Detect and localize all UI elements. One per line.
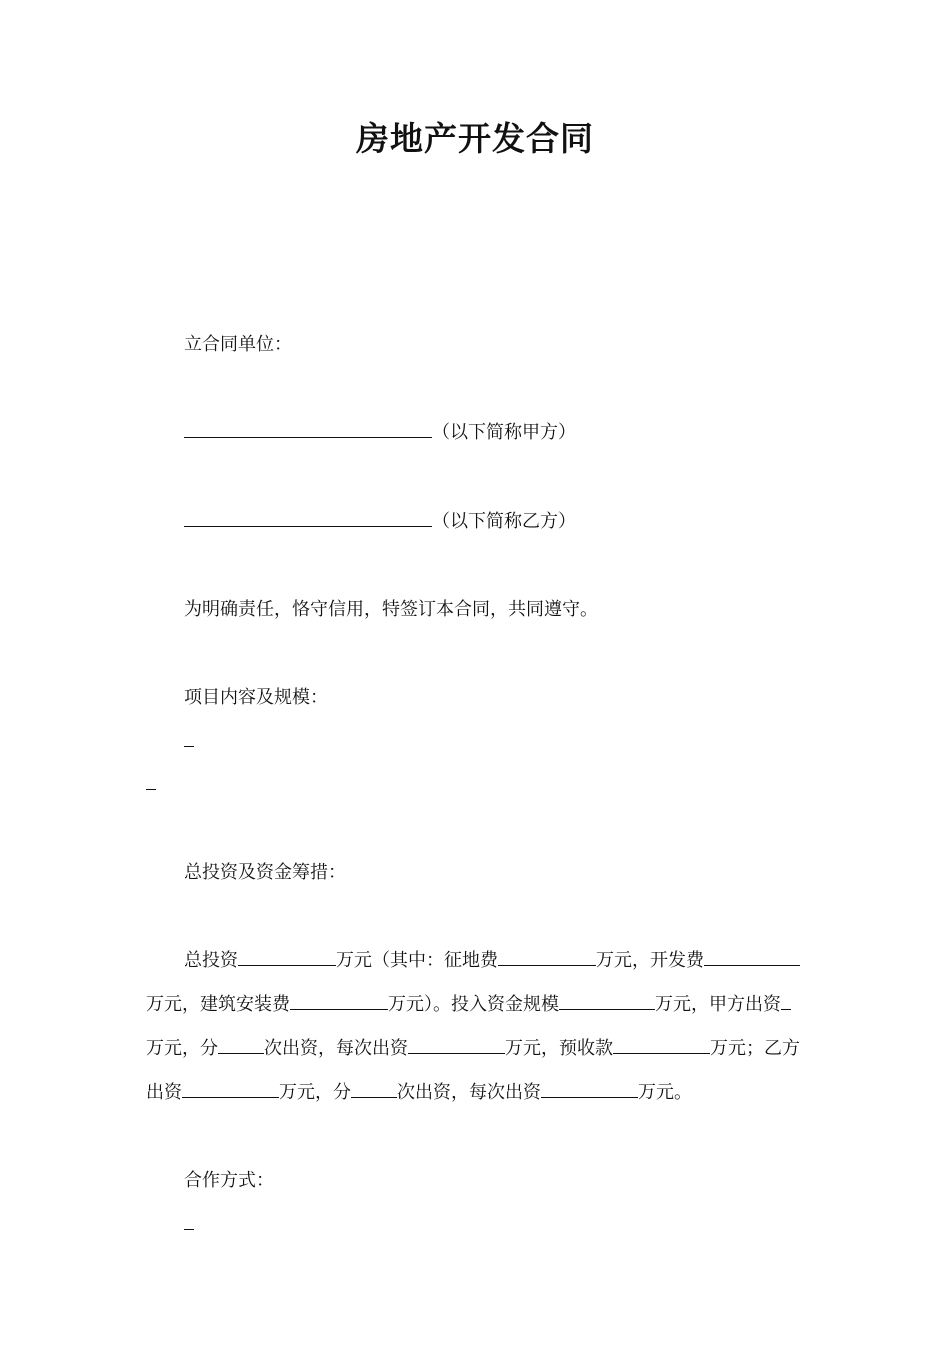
party-a-capital-label: 万元，甲方出资 [655, 994, 781, 1015]
cooperation-heading: 合作方式： [184, 1170, 274, 1191]
party-b-capital-label: 万元；乙方 [710, 1038, 800, 1059]
investment-line-1 [184, 946, 800, 972]
party-a-name-blank[interactable] [184, 419, 432, 438]
advance-payment-label: 万元，预收款 [505, 1038, 613, 1059]
party-a-installments-label: 万元，分 [146, 1038, 218, 1059]
party-b-label: （以下简称乙方） [432, 511, 576, 532]
investment-line-2 [146, 990, 791, 1016]
investment-heading: 总投资及资金筹措： [184, 862, 346, 883]
party-b-capital-blank[interactable] [182, 1079, 279, 1098]
party-b-per-installment-label: 次出资，每次出资 [397, 1082, 541, 1103]
project-content-blank-1[interactable] [184, 730, 194, 752]
construction-fee-label: 万元，建筑安装费 [146, 994, 290, 1015]
preamble-text: 为明确责任，恪守信用，特签订本合同，共同遵守。 [184, 599, 598, 620]
total-investment-label: 总投资 [184, 950, 238, 971]
party-a-line [184, 418, 576, 444]
party-b-installments-blank[interactable] [351, 1079, 397, 1098]
party-a-label: （以下简称甲方） [432, 422, 576, 443]
party-a-installments-blank[interactable] [218, 1035, 264, 1054]
investment-line-4 [146, 1078, 692, 1104]
total-investment-blank[interactable] [238, 947, 336, 966]
advance-payment-blank[interactable] [613, 1035, 710, 1054]
party-b-capital-label-cont: 出资 [146, 1082, 182, 1103]
party-b-line [184, 507, 576, 533]
cooperation-blank[interactable] [184, 1213, 194, 1235]
party-b-name-blank[interactable] [184, 508, 432, 527]
party-a-capital-blank[interactable] [781, 991, 791, 1010]
parties-heading: 立合同单位： [184, 334, 292, 355]
party-b-installments-label: 万元，分 [279, 1082, 351, 1103]
party-b-per-installment-blank[interactable] [541, 1079, 638, 1098]
land-fee-blank[interactable] [498, 947, 596, 966]
development-fee-blank[interactable] [704, 947, 800, 966]
investment-end-label: 万元。 [638, 1082, 692, 1103]
capital-scale-label: 万元）。投入资金规模 [388, 994, 559, 1015]
investment-line-3 [146, 1034, 800, 1060]
party-a-per-installment-label: 次出资，每次出资 [264, 1038, 408, 1059]
land-fee-label: 万元（其中：征地费 [336, 950, 498, 971]
document-title: 房地产开发合同 [356, 119, 594, 158]
party-a-per-installment-blank[interactable] [408, 1035, 505, 1054]
development-fee-label: 万元，开发费 [596, 950, 704, 971]
project-content-blank-2[interactable] [146, 773, 156, 795]
capital-scale-blank[interactable] [559, 991, 655, 1010]
construction-fee-blank[interactable] [290, 991, 388, 1010]
project-heading: 项目内容及规模： [184, 687, 328, 708]
